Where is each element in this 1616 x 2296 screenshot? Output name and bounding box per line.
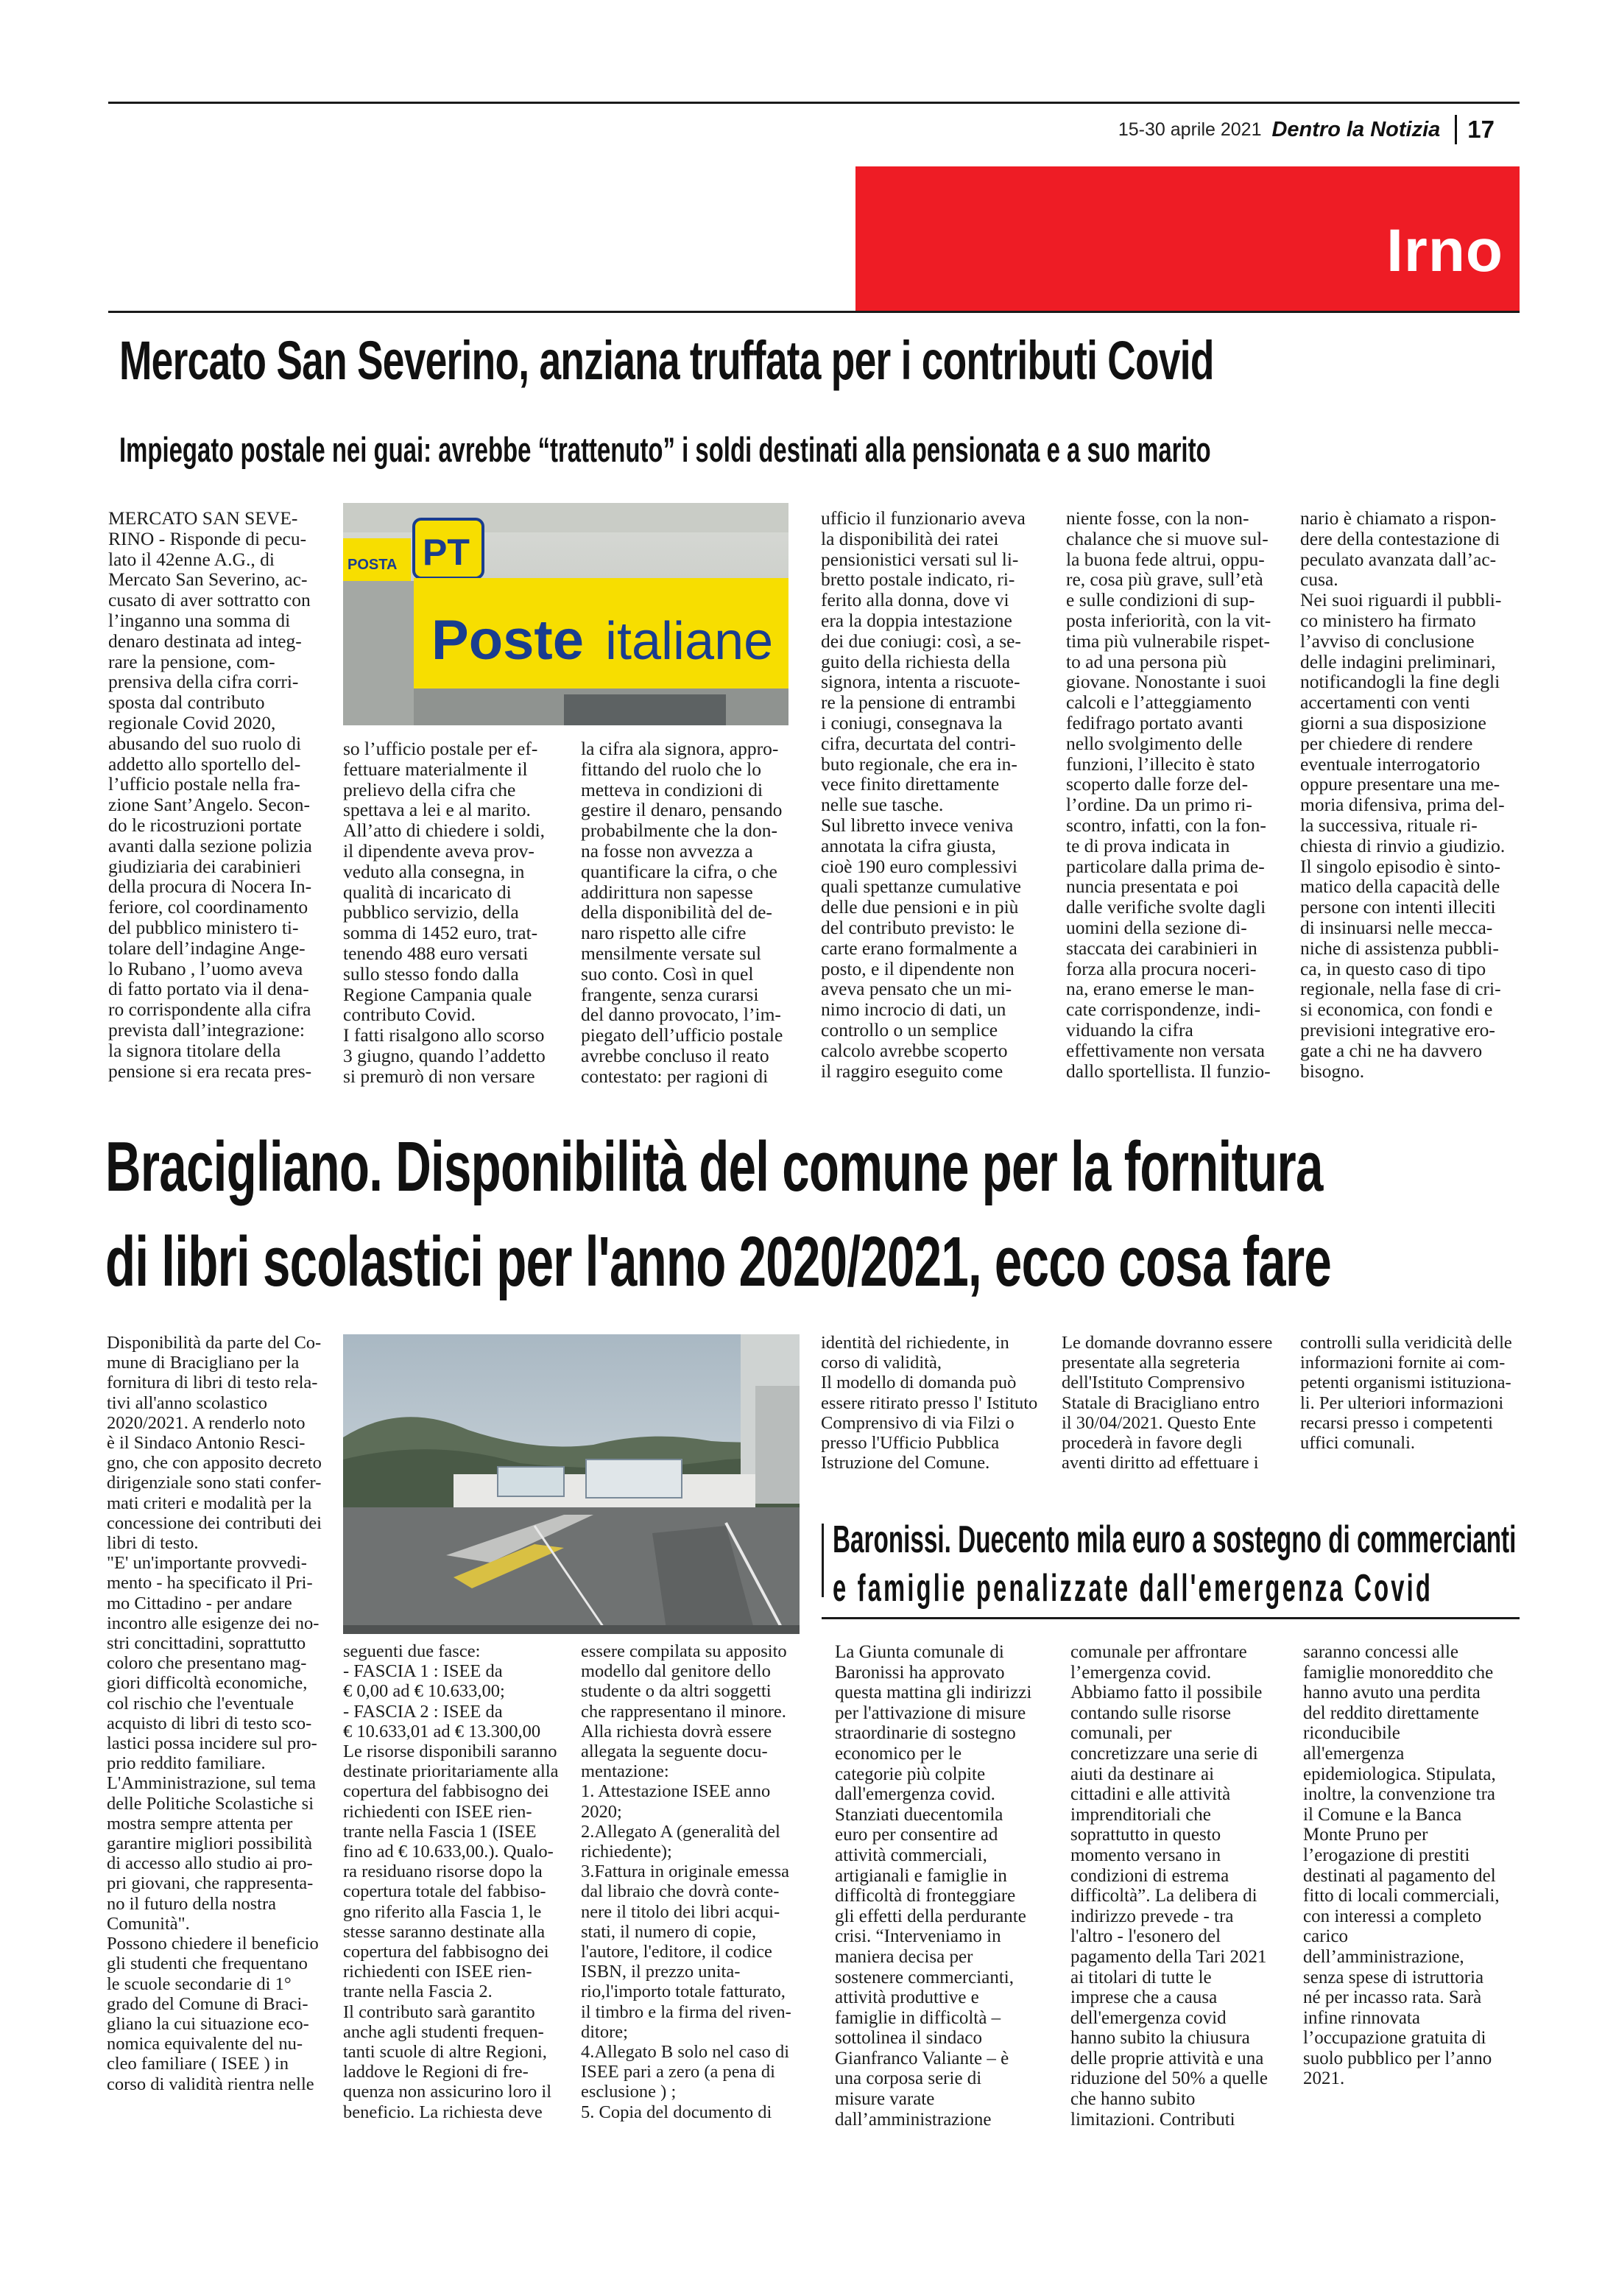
school-photo [343,1334,800,1634]
article1-col2: so l’ufficio postale per ef- fettuare materialmente il prelievo della cifra che spettava a lei e al marito. All’atto di chiedere i soldi, il dipendente aveva prov- veduto alla consegna, in qualità di incaricato di pubblico servizio, della somma di 1452 euro, trat- tenendo 488 euro versati sullo stesso fondo dalla Regione Campania quale contributo Covid. I fatti risalgono allo scorso 3 giugno, quando l’addetto si premurò di non versare [343,739,546,1087]
school-image [343,1334,800,1634]
post-office-image [343,503,788,725]
section-title: Irno [1386,217,1503,284]
page-number: 17 [1467,116,1495,143]
article2-col4: identità del richiedente, in corso di validità, Il modello di domanda può essere ritirato presso l' Istituto Comprensivo di via Filzi o presso l'Ufficio Pubblica Istruzione del Comune. [821,1333,1038,1473]
article1-col4: ufficio il funzionario aveva la disponibilità dei ratei pensionistici versati sul li- bretto postale indicato, ri- ferito alla donna, dove vi era la doppia intestazione dei due coniugi: così, a se- guito della richiesta della signora, intenta a riscuote- re la pensione di entrambi i coniugi, consegnava la cifra, decurtata del contri- buto regionale, che era in- vece finito direttamente nelle sue tasche. Sul libretto invece veniva annotata la cifra giusta, cioè 190 euro complessivi quali spettanze cumulative delle due pensioni e in più del contributo previsto: le carte erano formalmente a posto, e il dipendente non aveva pensato che un mi- nimo incrocio di dati, un controllo o un semplice calcolo avrebbe scoperto il raggiro eseguito come [821,508,1026,1082]
article3-col1: La Giunta comunale di Baronissi ha approvato questa mattina gli indirizzi per l'attivazione di misure straordinarie di sostegno economico per le categorie più colpite dall'emergenza covid. Stanziati duecentomila euro per consentire ad attività commerciali, artigianali e famiglie in difficoltà di fronteggiare gli effetti della perdurante crisi. “Interveniamo in maniera decisa per sostenere commercianti, attività produttive e famiglie in difficoltà – sottolinea il sindaco Gianfranco Valiante – è una corposa serie di misure varate dall’amministrazione [835,1642,1032,2130]
article3-headline-line2: e famiglie penalizzate dall'emergenza Covid [833,1567,1433,1610]
article2-col5: Le domande dovranno essere presentate alla segreteria dell'Istituto Comprensivo Statale di Bracigliano entro il 30/04/2021. Questo Ente procederà in favore degli aventi diritto ad effettuare i [1062,1333,1273,1473]
article1-subheadline: Impiegato postale nei guai: avrebbe “trattenuto” i soldi destinati alla pensionata e a suo marito [119,430,1211,469]
article2-col6: controlli sulla veridicità delle informazioni fornite ai com- petenti organismi istituziona- li. Per ulteriori informazioni recarsi presso i competenti uffici comunali. [1300,1333,1512,1454]
article1-col6: nario è chiamato a rispon- dere della contestazione di peculato avanzata dall’ac- cusa. Nei suoi riguardi il pubbli- co ministero ha firmato l’avviso di conclusione delle indagini preliminari, notificandogli la fine degli accertamenti con venti giorni a sua disposizione per chiedere di rendere eventuale interrogatorio oppure presentare una me- moria difensiva, prima del- la successiva, rituale ri- chiesta di rinvio a giudizio. Il singolo episodio è sinto- matico della capacità delle persone con intenti illeciti di insinuarsi nelle mecca- niche di assistenza pubbli- ca, in questo caso di tipo regionale, nella fase di cri- si economica, con fondi e previsioni integrative ero- gate a chi ne ha davvero bisogno. [1300,508,1506,1082]
publication-name: Dentro la Notizia [1271,117,1441,141]
sign-pt-text: PT [423,532,470,573]
article1-col3: la cifra ala signora, appro- fittando del ruolo che lo metteva in condizioni di gestire il denaro, pensando probabilmente che la don- na fosse non avvezza a quantificare la cifra, o che addirittura non sapesse della disponibilità del de- naro rispetto alle cifre mensilmente versate sul suo conto. Così in quel frangente, senza curarsi del danno provocato, l’im- piegato dell’ufficio postale avrebbe concluso il reato contestato: per ragioni di [581,739,783,1087]
section-rule [108,311,1520,313]
article2-headline-line1: Bracigliano. Disponibilità del comune per la fornitura [105,1127,1323,1206]
header-separator [1455,115,1457,144]
article3-rule-vertical [822,1524,824,1597]
sign-brand-italiane: italiane [605,612,774,671]
article1-col1: MERCATO SAN SEVE- RINO - Risponde di pecu- lato il 42enne A.G., di Mercato San Severino, ac- cusato di aver sottratto con l’inganno una somma di denaro destinata ad integ- rare la pensione, com- prensiva della cifra corri- sposta dal contributo regionale Covid 2020, abusando del suo ruolo di addetto allo sportello del- l’ufficio postale nella fra- zione Sant’Angelo. Secon- do le ricostruzioni portate avanti dalla sezione polizia giudiziaria dei carabinieri della procura di Nocera In- feriore, col coordinamento del pubblico ministero ti- tolare dell’indagine Ange- lo Rubano , l’uomo aveva di fatto portato via il dena- ro corrispondente alla cifra prevista dall’integrazione: la signora titolare della pensione si era recata pres- [108,508,312,1082]
article2-headline-line2: di libri scolastici per l'anno 2020/2021, ecco cosa fare [105,1222,1332,1301]
section-band [855,166,1520,311]
article1-col5: niente fosse, con la non- chalance che si muove sul- la buona fede altrui, oppu- re, cosa più grave, sull’età e sulle condizioni di sup- posta inferiorità, con la vit- tima più vulnerabile rispet- to ad una persona più giovane. Nonostante i suoi calcoli e l’atteggiamento fedifrago portato avanti nello svolgimento delle funzioni, l’illecito è stato scoperto dalle forze del- l’ordine. Da un primo ri- scontro, infatti, con la fon- te di prova indicata in particolare dalla prima de- nuncia presentata e poi dalle verifiche svolte dagli uomini della sezione di- staccata dei carabinieri in forza alla procura noceri- na, erano emerse le man- cate corrispondenze, indi- viduando la cifra effettivamente non versata dallo sportellista. Il funzio- [1066,508,1271,1082]
article3-headline-line1: Baronissi. Duecento mila euro a sostegno di commercianti [833,1518,1517,1561]
sign-brand-poste: Poste [431,609,584,672]
article2-col2: seguenti due fasce: - FASCIA 1 : ISEE da € 0,00 ad € 10.633,00; - FASCIA 2 : ISEE da € 10.633,01 ad € 13.300,00 Le risorse disponibili saranno destinate prioritariamente alla copertura del fabbisogno dei richiedenti con ISEE rien- trante nella Fascia 1 (ISEE fino ad € 10.633,00.). Qualo- ra residuano risorse dopo la copertura totale del fabbiso- gno riferito alla Fascia 1, le stesse saranno destinate alla copertura del fabbisogno dei richiedenti con ISEE rien- trante nella Fascia 2. Il contributo sarà garantito anche agli studenti frequen- tanti scuole di altre Regioni, laddove le Regioni di fre- quenza non assicurino loro il beneficio. La richiesta deve [343,1641,559,2122]
article3-col3: saranno concessi alle famiglie monoreddito che hanno avuto una perdita del reddito direttamente riconducibile all'emergenza epidemiologica. Stipulata, inoltre, la convenzione tra il Comune e la Banca Monte Pruno per l’erogazione di prestiti destinati al pagamento del fitto di locali commerciali, con interessi a completo carico dell’amministrazione, senza spese di istruttoria né per incasso rata. Sarà infine rinnovata l’occupazione gratuita di suolo pubblico per l’anno 2021. [1303,1642,1500,2089]
article2-col1: Disponibilità da parte del Co- mune di Bracigliano per la fornitura di libri di testo rela- tivi all'anno scolastico 2020/2021. A renderlo noto è il Sindaco Antonio Resci- gno, che con apposito decreto dirigenziale sono stati confer- mati criteri e modalità per la concessione dei contributi dei libri di testo. "E' un'importante provvedi- mento - ha specificato il Pri- mo Cittadino - per andare incontro alle esigenze dei no- stri concittadini, soprattutto coloro che presentano mag- giori difficoltà economiche, col rischio che l'eventuale acquisto di libri di testo sco- lastici possa incidere sul pro- prio reddito familiare. L'Amministrazione, sul tema delle Politiche Scolastiche si mostra sempre attenta per garantire migliori possibilità di accesso allo studio ai pro- pri giovani, che rappresenta- no il futuro della nostra Comunità". Possono chiedere il beneficio gli studenti che frequentano le scuole secondarie di 1° grado del Comune di Braci- gliano la cui situazione eco- nomica equivalente del nu- cleo familiare ( ISEE ) in corso di validità rientra nelle [107,1333,322,2094]
article3-col2: comunale per affrontare l’emergenza covid. Abbiamo fatto il possibile contando sulle risorse comunali, per concretizzare una serie di aiuti da destinare ai cittadini e alle attività imprenditoriali che soprattutto in questo momento versano in condizioni di estrema difficoltà”. La delibera di indirizzo prevede - tra l'altro - l'esonero del pagamento della Tari 2021 ai titolari di tutte le imprese che a causa dell'emergenza covid hanno subito la chiusura delle proprie attività e una riduzione del 50% a quelle che hanno subito limitazioni. Contributi [1070,1642,1268,2130]
top-rule [108,102,1520,104]
post-office-photo [343,503,788,725]
article1-headline: Mercato San Severino, anziana truffata per i contributi Covid [119,330,1214,391]
page-header [1118,113,1495,146]
article2-col3: essere compilata su apposito modello dal genitore dello studente o da altri soggetti che rappresentano il minore. Alla richiesta dovrà essere allegata la seguente docu- mentazione: 1. Attestazione ISEE anno 2020; 2.Allegato A (generalità del richiedente); 3.Fattura in originale emessa dal libraio che dovrà conte- nere il titolo dei libri acqui- stati, il numero di copie, l'autore, l'editore, il codice ISBN, il prezzo unita- rio,l'importo totale fatturato, il timbro e la firma del riven- ditore; 4.Allegato B solo nel caso di ISEE pari a zero (a pena di esclusione ) ; 5. Copia del documento di [581,1641,791,2122]
sign-posta-text: POSTA [347,557,398,573]
issue-date: 15-30 aprile 2021 [1118,119,1262,140]
article3-rule-horizontal [822,1617,1520,1619]
